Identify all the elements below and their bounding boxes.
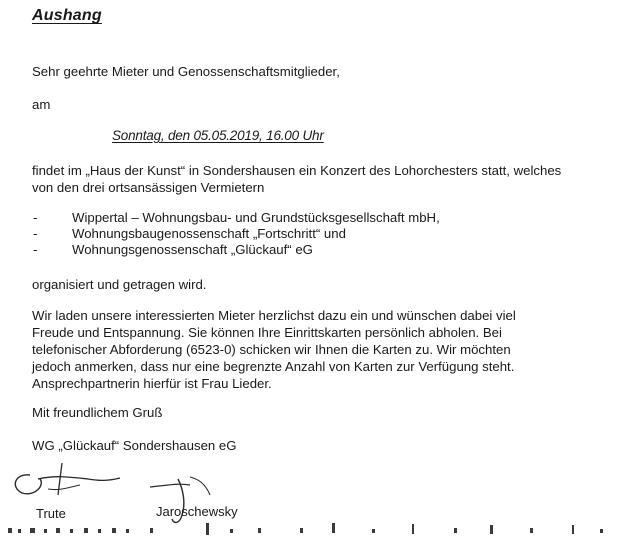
- notice-title: Aushang: [32, 7, 102, 24]
- body-line-1: Wir laden unsere interessierten Mieter herzlichst dazu ein und wünschen dabei viel: [32, 308, 516, 323]
- list-dash: -: [33, 210, 38, 225]
- list-dash: -: [33, 226, 38, 241]
- intro-line-2: von den drei ortsansässigen Vermietern: [32, 180, 265, 195]
- organized-line: organisiert und getragen wird.: [32, 277, 207, 292]
- body-line-3: telefonischer Abforderung (6523-0) schicken wir Ihnen die Karten zu. Wir möchten: [32, 342, 511, 357]
- list-dash: -: [33, 242, 38, 257]
- am-label: am: [32, 97, 51, 112]
- signatory-2: Jaroschewsky: [156, 504, 238, 519]
- list-item-text: Wohnungsbaugenossenschaft „Fortschritt“ und: [72, 226, 346, 241]
- list-item-text: Wohnungsgenossenschaft „Glückauf“ eG: [72, 242, 313, 257]
- scan-artifact-line: [0, 522, 623, 537]
- body-line-2: Freude und Entspannung. Sie können Ihre Einrittskarten persönlich abholen. Bei: [32, 325, 502, 340]
- signatory-1: Trute: [36, 506, 66, 521]
- list-item-text: Wippertal – Wohnungsbau- und Grundstücksgesellschaft mbH,: [72, 210, 440, 225]
- company-name: WG „Glückauf“ Sondershausen eG: [32, 438, 237, 453]
- closing-greeting: Mit freundlichem Gruß: [32, 405, 163, 420]
- intro-line-1: findet im „Haus der Kunst“ in Sondershausen ein Konzert des Lohorchesters statt, welches: [32, 163, 562, 178]
- body-line-5: Ansprechpartnerin hierfür ist Frau Lieder.: [32, 376, 272, 391]
- event-date: Sonntag, den 05.05.2019, 16.00 Uhr: [112, 128, 324, 143]
- salutation: Sehr geehrte Mieter und Genossenschaftsmitglieder,: [32, 64, 340, 79]
- body-line-4: jedoch anmerken, dass nur eine begrenzte Anzahl von Karten zur Verfügung steht.: [32, 359, 515, 374]
